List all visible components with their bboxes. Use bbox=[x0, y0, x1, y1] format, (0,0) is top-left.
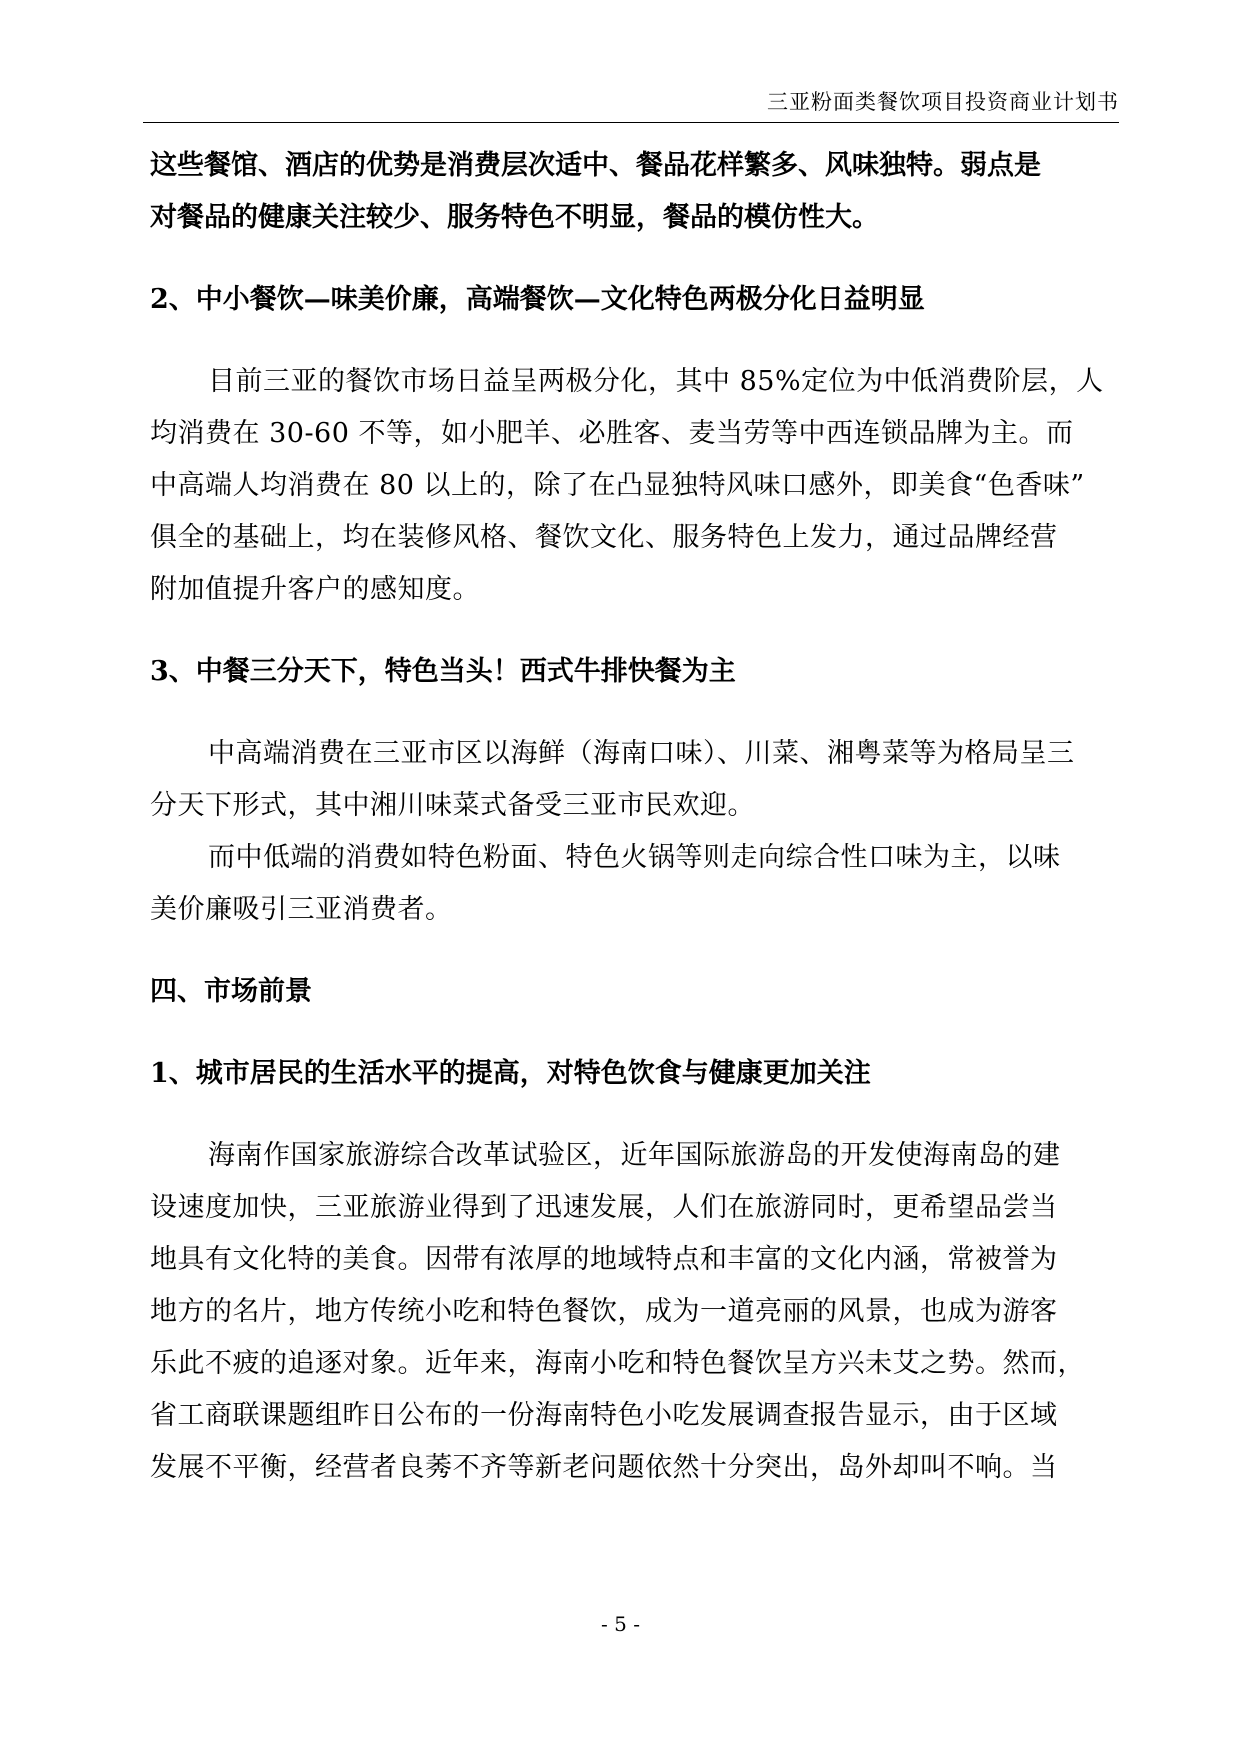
body-line: 设速度加快，三亚旅游业得到了迅速发展，人们在旅游同时，更希望品尝当 bbox=[150, 1192, 1058, 1223]
section-heading-4: 四、市场前景 bbox=[150, 976, 312, 1007]
body-line: 乐此不疲的追逐对象。近年来，海南小吃和特色餐饮呈方兴未艾之势。然而， bbox=[150, 1348, 1085, 1379]
body-line: 中高端人均消费在 80 以上的，除了在凸显独特风味口感外，即美食“色香味” bbox=[150, 470, 1085, 501]
body-line: 对餐品的健康关注较少、服务特色不明显，餐品的模仿性大。 bbox=[150, 202, 879, 233]
body-line: 中高端消费在三亚市区以海鲜（海南口味）、川菜、湘粤菜等为格局呈三 bbox=[208, 738, 1075, 769]
body-line: 分天下形式，其中湘川味菜式备受三亚市民欢迎。 bbox=[150, 790, 755, 821]
body-line: 省工商联课题组昨日公布的一份海南特色小吃发展调查报告显示，由于区域 bbox=[150, 1400, 1058, 1431]
body-line: 目前三亚的餐饮市场日益呈两极分化，其中 85%定位为中低消费阶层，人 bbox=[208, 366, 1104, 397]
body-line: 均消费在 30-60 不等，如小肥羊、必胜客、麦当劳等中西连锁品牌为主。而 bbox=[150, 418, 1074, 449]
document-title: 三亚粉面类餐饮项目投资商业计划书 bbox=[767, 90, 1119, 114]
paragraph-low-end-consumption bbox=[150, 832, 1110, 936]
body-line: 发展不平衡，经营者良莠不齐等新老问题依然十分突出，岛外却叫不响。当 bbox=[150, 1452, 1058, 1483]
paragraph-market-polarization bbox=[150, 356, 1110, 616]
body-line: 而中低端的消费如特色粉面、特色火锅等则走向综合性口味为主，以味 bbox=[208, 842, 1061, 873]
subheading-4-1: 1、城市居民的生活水平的提高，对特色饮食与健康更加关注 bbox=[150, 1058, 871, 1089]
body-line: 附加值提升客户的感知度。 bbox=[150, 574, 480, 605]
body-line: 地方的名片，地方传统小吃和特色餐饮，成为一道亮丽的风景，也成为游客 bbox=[150, 1296, 1058, 1327]
page-header bbox=[143, 86, 1119, 123]
paragraph-tourism-development bbox=[150, 1130, 1110, 1494]
subheading-3: 3、中餐三分天下，特色当头！西式牛排快餐为主 bbox=[150, 656, 736, 687]
body-line: 这些餐馆、酒店的优势是消费层次适中、餐品花样繁多、风味独特。弱点是 bbox=[150, 150, 1041, 181]
body-line: 美价廉吸引三亚消费者。 bbox=[150, 894, 453, 925]
page-number: - 5 - bbox=[601, 1612, 640, 1636]
paragraph-cuisine-split bbox=[150, 728, 1110, 832]
page-body bbox=[150, 140, 1110, 1494]
subheading-2: 2、中小餐饮—味美价廉，高端餐饮—文化特色两极分化日益明显 bbox=[150, 284, 925, 315]
body-line: 海南作国家旅游综合改革试验区，近年国际旅游岛的开发使海南岛的建 bbox=[208, 1140, 1061, 1171]
body-line: 俱全的基础上，均在装修风格、餐饮文化、服务特色上发力，通过品牌经营 bbox=[150, 522, 1058, 553]
body-line: 地具有文化特的美食。因带有浓厚的地域特点和丰富的文化内涵，常被誉为 bbox=[150, 1244, 1058, 1275]
